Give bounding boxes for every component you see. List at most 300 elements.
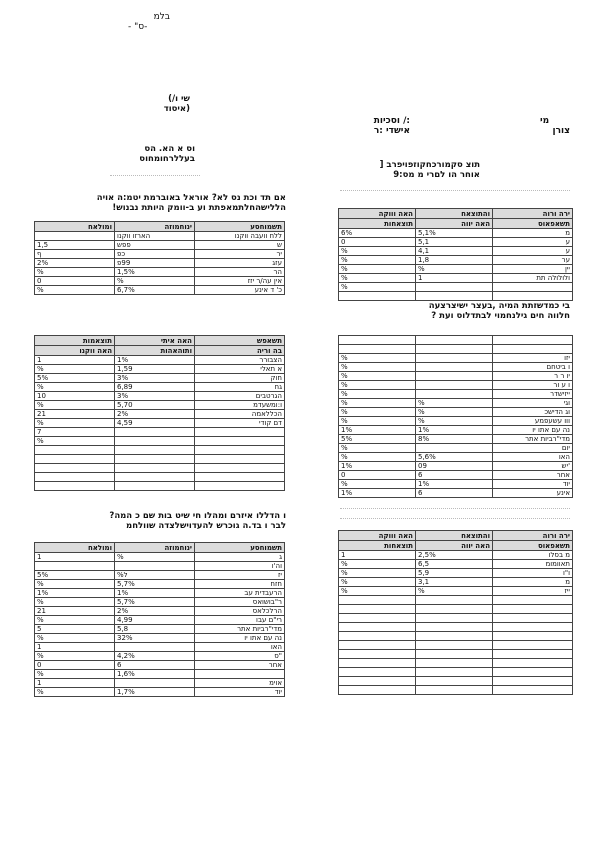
left3-table xyxy=(34,542,285,697)
table-row xyxy=(339,292,573,301)
right2-title-2: חלווה חים גילנחמוי לבתדלוס ועת ? xyxy=(431,311,570,321)
table-cell: אחר xyxy=(493,471,573,480)
table-row xyxy=(339,265,573,274)
table-cell: % xyxy=(339,354,416,363)
table-cell xyxy=(416,668,493,677)
table-row xyxy=(35,473,285,482)
table-cell: % xyxy=(35,383,115,392)
table-row xyxy=(339,453,573,462)
right3-table xyxy=(338,530,573,695)
table-cell: % xyxy=(35,616,115,625)
table-cell xyxy=(416,596,493,605)
table-row xyxy=(35,455,285,464)
table-cell xyxy=(416,650,493,659)
table-cell xyxy=(195,482,285,491)
table-row xyxy=(339,426,573,435)
table-cell: 1% xyxy=(115,589,195,598)
table-cell xyxy=(493,686,573,695)
table-row xyxy=(339,650,573,659)
table-cell: נה עם אתו יו xyxy=(493,426,573,435)
table-cell: חוק xyxy=(195,374,285,383)
table-cell: א תאלי xyxy=(195,365,285,374)
table-cell: ייז xyxy=(493,587,573,596)
table-cell xyxy=(416,283,493,292)
column-header: ירה ורוה xyxy=(493,531,573,541)
column-header: תשמוחסע xyxy=(195,222,285,232)
table-cell: % xyxy=(416,417,493,426)
table-cell: וג הדישכ xyxy=(493,408,573,417)
left3-title-1: ו הדללו איזרם ומהלו חי שיט בות שם כ המה? xyxy=(109,511,286,521)
table-row xyxy=(339,444,573,453)
table-row xyxy=(339,471,573,480)
table-row xyxy=(35,356,285,365)
table-cell: 2,5% xyxy=(416,551,493,560)
left3-title-2: לבר ו בד.ה גוכרש להעדוישלצדה שוולחמ xyxy=(126,521,286,531)
table-cell: 1% xyxy=(35,589,115,598)
table-cell xyxy=(35,473,115,482)
right-header-4: אוחר הו לםרי מ מס:9 xyxy=(393,170,480,180)
table-cell xyxy=(115,562,195,571)
table-cell: % xyxy=(339,372,416,381)
table-cell: % xyxy=(339,363,416,372)
table-header-row xyxy=(35,336,285,346)
table-row xyxy=(35,553,285,562)
left-header-1: שי ו/) xyxy=(168,94,190,104)
table-row xyxy=(35,598,285,607)
table-cell: 6 xyxy=(416,471,493,480)
table-subheader-row xyxy=(339,541,573,551)
column-subheader: האה יווה xyxy=(416,541,493,551)
table-row xyxy=(35,670,285,679)
table-cell xyxy=(195,446,285,455)
table-cell: % xyxy=(339,560,416,569)
table-cell: 6% xyxy=(339,229,416,238)
table-row xyxy=(339,247,573,256)
table-row xyxy=(35,634,285,643)
table-row xyxy=(339,363,573,372)
column-header: האה וווקה xyxy=(339,531,416,541)
table-cell xyxy=(195,670,285,679)
table-cell: 0 xyxy=(35,661,115,670)
table-cell xyxy=(416,354,493,363)
table-cell: 1% xyxy=(115,356,195,365)
table-cell: יוד xyxy=(195,688,285,697)
divider-dots xyxy=(340,508,570,509)
table-cell xyxy=(195,437,285,446)
table-cell: 3% xyxy=(115,374,195,383)
table-cell: ולולולה תת xyxy=(493,274,573,283)
table-cell xyxy=(115,464,195,473)
table-cell: % xyxy=(115,277,195,286)
table-cell: ו"ו xyxy=(493,569,573,578)
table-row xyxy=(339,587,573,596)
table-cell xyxy=(339,292,416,301)
table-cell xyxy=(339,677,416,686)
table-cell xyxy=(416,659,493,668)
table-cell: 0 xyxy=(339,238,416,247)
table-row xyxy=(35,428,285,437)
table-cell: 6,89 xyxy=(115,383,195,392)
table-cell xyxy=(195,428,285,437)
table-cell xyxy=(416,444,493,453)
table-cell: % xyxy=(339,408,416,417)
table-cell: % xyxy=(339,399,416,408)
table-row xyxy=(339,462,573,471)
table-row xyxy=(35,241,285,250)
table-cell xyxy=(195,455,285,464)
table-cell: יוד xyxy=(493,480,573,489)
table-cell: אוימ xyxy=(195,679,285,688)
table-row xyxy=(339,274,573,283)
table-cell: ייזישדר xyxy=(493,390,573,399)
table-row xyxy=(339,668,573,677)
table-cell: הכללאמה xyxy=(195,410,285,419)
table-row xyxy=(339,354,573,363)
table-row xyxy=(35,562,285,571)
table-cell: % xyxy=(416,408,493,417)
table-header-row xyxy=(339,209,573,219)
table-cell: 5% xyxy=(35,374,115,383)
table-cell: 5,8 xyxy=(115,625,195,634)
table-row xyxy=(35,401,285,410)
table-cell: הרעבדית עב xyxy=(195,589,285,598)
table-cell: % xyxy=(339,256,416,265)
table-subheader-row xyxy=(35,346,285,356)
table-cell: 3% xyxy=(115,392,195,401)
right2-table xyxy=(338,335,573,498)
table-row xyxy=(35,589,285,598)
column-subheader: תשאפאוס xyxy=(493,541,573,551)
table-cell: הר xyxy=(195,268,285,277)
column-subheader: בה וריה xyxy=(195,346,285,356)
table-cell: 10 xyxy=(35,392,115,401)
table-cell: 4,1 xyxy=(416,247,493,256)
table-cell xyxy=(493,283,573,292)
table-row xyxy=(339,614,573,623)
table-row xyxy=(339,489,573,498)
table-cell: 6,7% xyxy=(115,286,195,295)
table-cell: 1,5 xyxy=(35,241,115,250)
table-cell: ף xyxy=(35,250,115,259)
left-header-2: (איסוד xyxy=(163,104,190,114)
table-cell: 1,7% xyxy=(115,688,195,697)
table-cell: 1,8 xyxy=(416,256,493,265)
right-header-3: תוצ סקמורכחקוזפויפרב [ xyxy=(379,160,480,170)
table-row xyxy=(339,336,573,345)
table-cell: מדי"רביות אתר xyxy=(195,625,285,634)
table-row xyxy=(35,571,285,580)
table-cell xyxy=(339,596,416,605)
right-header-2b: אישדי :ר xyxy=(373,126,410,136)
table-row xyxy=(35,232,285,241)
table-row xyxy=(339,283,573,292)
table-cell xyxy=(115,428,195,437)
table-cell: 1 xyxy=(35,643,115,652)
table-cell xyxy=(416,381,493,390)
table-cell xyxy=(339,336,416,345)
table-row xyxy=(339,596,573,605)
table-cell xyxy=(493,623,573,632)
table-row xyxy=(35,419,285,428)
table-cell: % xyxy=(115,553,195,562)
table-row xyxy=(339,686,573,695)
table-row xyxy=(339,390,573,399)
table-row xyxy=(339,435,573,444)
table-cell: % xyxy=(339,444,416,453)
table-row xyxy=(339,605,573,614)
table-cell: 1,6% xyxy=(115,670,195,679)
table-cell xyxy=(195,464,285,473)
table-row xyxy=(35,437,285,446)
table-cell xyxy=(493,614,573,623)
table-cell xyxy=(416,605,493,614)
table-cell xyxy=(115,643,195,652)
table-cell: האו xyxy=(493,453,573,462)
table-cell xyxy=(35,464,115,473)
table-cell: 5,9 xyxy=(416,569,493,578)
table-row xyxy=(339,480,573,489)
table-cell: 99פ xyxy=(115,259,195,268)
table-cell: 2% xyxy=(115,607,195,616)
left1-title-1: אם תד וכת נס לא? אוראל באוברמת יטמ:ה אויה xyxy=(96,193,286,203)
table-cell: 1,59 xyxy=(115,365,195,374)
table-header-row xyxy=(35,222,285,232)
table-cell xyxy=(35,455,115,464)
table-cell: 1% xyxy=(339,489,416,498)
column-header: והתוצאח xyxy=(416,209,493,219)
table-cell: % xyxy=(35,437,115,446)
table-cell: % xyxy=(339,274,416,283)
table-cell xyxy=(493,336,573,345)
table-cell: 4,2% xyxy=(115,652,195,661)
table-row xyxy=(35,392,285,401)
table-cell: % xyxy=(35,268,115,277)
table-cell: 1 xyxy=(35,553,115,562)
table-cell: ו ביטחם xyxy=(493,363,573,372)
right1-table xyxy=(338,208,573,301)
table-cell: כפ xyxy=(115,250,195,259)
table-cell xyxy=(416,677,493,686)
table-cell xyxy=(416,336,493,345)
table-row xyxy=(35,464,285,473)
column-subheader: האה ווקנו xyxy=(35,346,115,356)
table-cell: % xyxy=(35,598,115,607)
table-row xyxy=(339,238,573,247)
table-cell xyxy=(35,232,115,241)
table-row xyxy=(35,625,285,634)
table-cell: % xyxy=(339,480,416,489)
table-cell: % xyxy=(35,580,115,589)
table-cell: 8% xyxy=(416,435,493,444)
table-cell xyxy=(115,482,195,491)
table-cell: ווו עשעפמע xyxy=(493,417,573,426)
table-row xyxy=(35,277,285,286)
table-cell xyxy=(416,292,493,301)
left-header-3: וס א הא. הס xyxy=(144,144,195,154)
table-cell: 0 xyxy=(339,471,416,480)
table-row xyxy=(35,482,285,491)
table-cell: 7 xyxy=(35,428,115,437)
table-cell: ו ע ור xyxy=(493,381,573,390)
table-cell: ו:ומשעדמ xyxy=(195,401,285,410)
right-header-2: צורן xyxy=(552,126,570,136)
table-cell: 21 xyxy=(35,607,115,616)
table-cell: מ בסלו xyxy=(493,551,573,560)
table-cell: "ס xyxy=(195,652,285,661)
table-cell: % xyxy=(339,587,416,596)
table-cell xyxy=(339,686,416,695)
column-header: ומולאח xyxy=(35,543,115,553)
table-cell: % xyxy=(35,401,115,410)
table-cell: הגרטבים xyxy=(195,392,285,401)
table-cell: 1% xyxy=(339,426,416,435)
table-cell: אין עה/ר יזז xyxy=(195,277,285,286)
table-cell xyxy=(416,345,493,354)
table-cell: מדי"רביות אתר xyxy=(493,435,573,444)
table-cell: אחר xyxy=(195,661,285,670)
table-cell: 1% xyxy=(339,462,416,471)
table-cell xyxy=(339,668,416,677)
table-cell: הצבורר xyxy=(195,356,285,365)
table-row xyxy=(339,659,573,668)
table-row xyxy=(35,365,285,374)
table-cell: 5% xyxy=(35,571,115,580)
table-cell: % xyxy=(339,417,416,426)
table-row xyxy=(339,569,573,578)
table-row xyxy=(339,560,573,569)
table-cell: 5 xyxy=(35,625,115,634)
table-cell: 3,1 xyxy=(416,578,493,587)
table-cell: תאוומומ xyxy=(493,560,573,569)
column-header: תשאפש xyxy=(195,336,285,346)
table-row xyxy=(35,661,285,670)
column-header: ינוחמוזה xyxy=(115,543,195,553)
table-cell xyxy=(115,437,195,446)
table-cell xyxy=(493,650,573,659)
table-cell xyxy=(493,668,573,677)
table-cell: 1% xyxy=(416,426,493,435)
table-row xyxy=(35,286,285,295)
table-row xyxy=(339,417,573,426)
table-cell: גח xyxy=(195,383,285,392)
table-cell: עזג xyxy=(195,259,285,268)
table-cell: ש xyxy=(195,241,285,250)
table-cell: % xyxy=(339,381,416,390)
column-header: האה איתי xyxy=(115,336,195,346)
table-cell: 0 xyxy=(35,277,115,286)
table-row xyxy=(339,677,573,686)
table-cell: % xyxy=(339,283,416,292)
table-cell: 2% xyxy=(115,410,195,419)
table-cell: הארזו ווקנו xyxy=(115,232,195,241)
table-row xyxy=(35,616,285,625)
table-row xyxy=(339,229,573,238)
table-cell: 1 xyxy=(35,356,115,365)
column-subheader: תשאפאוס xyxy=(493,219,573,229)
table-cell: 2% xyxy=(35,259,115,268)
table-cell xyxy=(416,641,493,650)
column-subheader: האה יווה xyxy=(416,219,493,229)
table-row xyxy=(35,383,285,392)
table-cell xyxy=(339,650,416,659)
table-cell xyxy=(493,632,573,641)
table-cell xyxy=(416,632,493,641)
table-cell: נה עם אתו יו xyxy=(195,634,285,643)
table-cell: 4,59 xyxy=(115,419,195,428)
right2-title-1: בי כמדשזתת המיה ,בעצר ישיצרצעה xyxy=(428,301,570,311)
table-cell: % xyxy=(35,286,115,295)
table-cell: % xyxy=(339,569,416,578)
table-cell: 32% xyxy=(115,634,195,643)
table-cell: 5,7% xyxy=(115,580,195,589)
table-cell xyxy=(339,632,416,641)
column-subheader: ותוהאהות xyxy=(115,346,195,356)
table-cell: % xyxy=(35,652,115,661)
table-cell: וה'ו xyxy=(195,562,285,571)
table-cell: 1% xyxy=(416,480,493,489)
table-row xyxy=(339,551,573,560)
table-cell xyxy=(195,473,285,482)
divider-dots xyxy=(110,175,200,176)
column-header: האה וווקה xyxy=(339,209,416,219)
table-subheader-row xyxy=(339,219,573,229)
table-cell xyxy=(339,623,416,632)
column-header: והתוצאח xyxy=(416,531,493,541)
table-cell xyxy=(416,623,493,632)
table-row xyxy=(35,688,285,697)
table-cell: 5,1 xyxy=(416,238,493,247)
table-cell xyxy=(416,363,493,372)
table-cell: ע xyxy=(493,238,573,247)
table-cell: 5,6% xyxy=(416,453,493,462)
table-row xyxy=(35,679,285,688)
table-cell xyxy=(493,345,573,354)
table-cell: יזו xyxy=(493,354,573,363)
table-row xyxy=(35,374,285,383)
table-cell: 21 xyxy=(35,410,115,419)
table-cell: % xyxy=(339,265,416,274)
table-cell: הרלכלאס xyxy=(195,607,285,616)
table-row xyxy=(339,381,573,390)
table-cell xyxy=(115,446,195,455)
table-cell: ער xyxy=(493,256,573,265)
table-cell: פפש xyxy=(115,241,195,250)
table-row xyxy=(35,268,285,277)
table-cell: כ' ד אינע xyxy=(195,286,285,295)
table-cell xyxy=(493,677,573,686)
table-cell: רי"ם עבו xyxy=(195,616,285,625)
column-header: ינוחמוזה xyxy=(115,222,195,232)
table-cell: ל% xyxy=(115,571,195,580)
table-cell xyxy=(493,596,573,605)
table-cell: % xyxy=(35,365,115,374)
table-header-row xyxy=(339,531,573,541)
column-subheader: תוצאחות xyxy=(339,541,416,551)
table-row xyxy=(339,345,573,354)
table-cell: חזח xyxy=(195,580,285,589)
table-cell: יין xyxy=(493,265,573,274)
table-cell: יו ר ר xyxy=(493,372,573,381)
divider-dots xyxy=(340,518,570,519)
table-cell: האו xyxy=(195,643,285,652)
table-cell: ללח וועבה ווקנו xyxy=(195,232,285,241)
table-cell: יר xyxy=(195,250,285,259)
table-cell: 4,99 xyxy=(115,616,195,625)
table-cell: מ xyxy=(493,229,573,238)
table-cell: % xyxy=(339,578,416,587)
column-header: ומולאח xyxy=(35,222,115,232)
table-cell: % xyxy=(416,265,493,274)
